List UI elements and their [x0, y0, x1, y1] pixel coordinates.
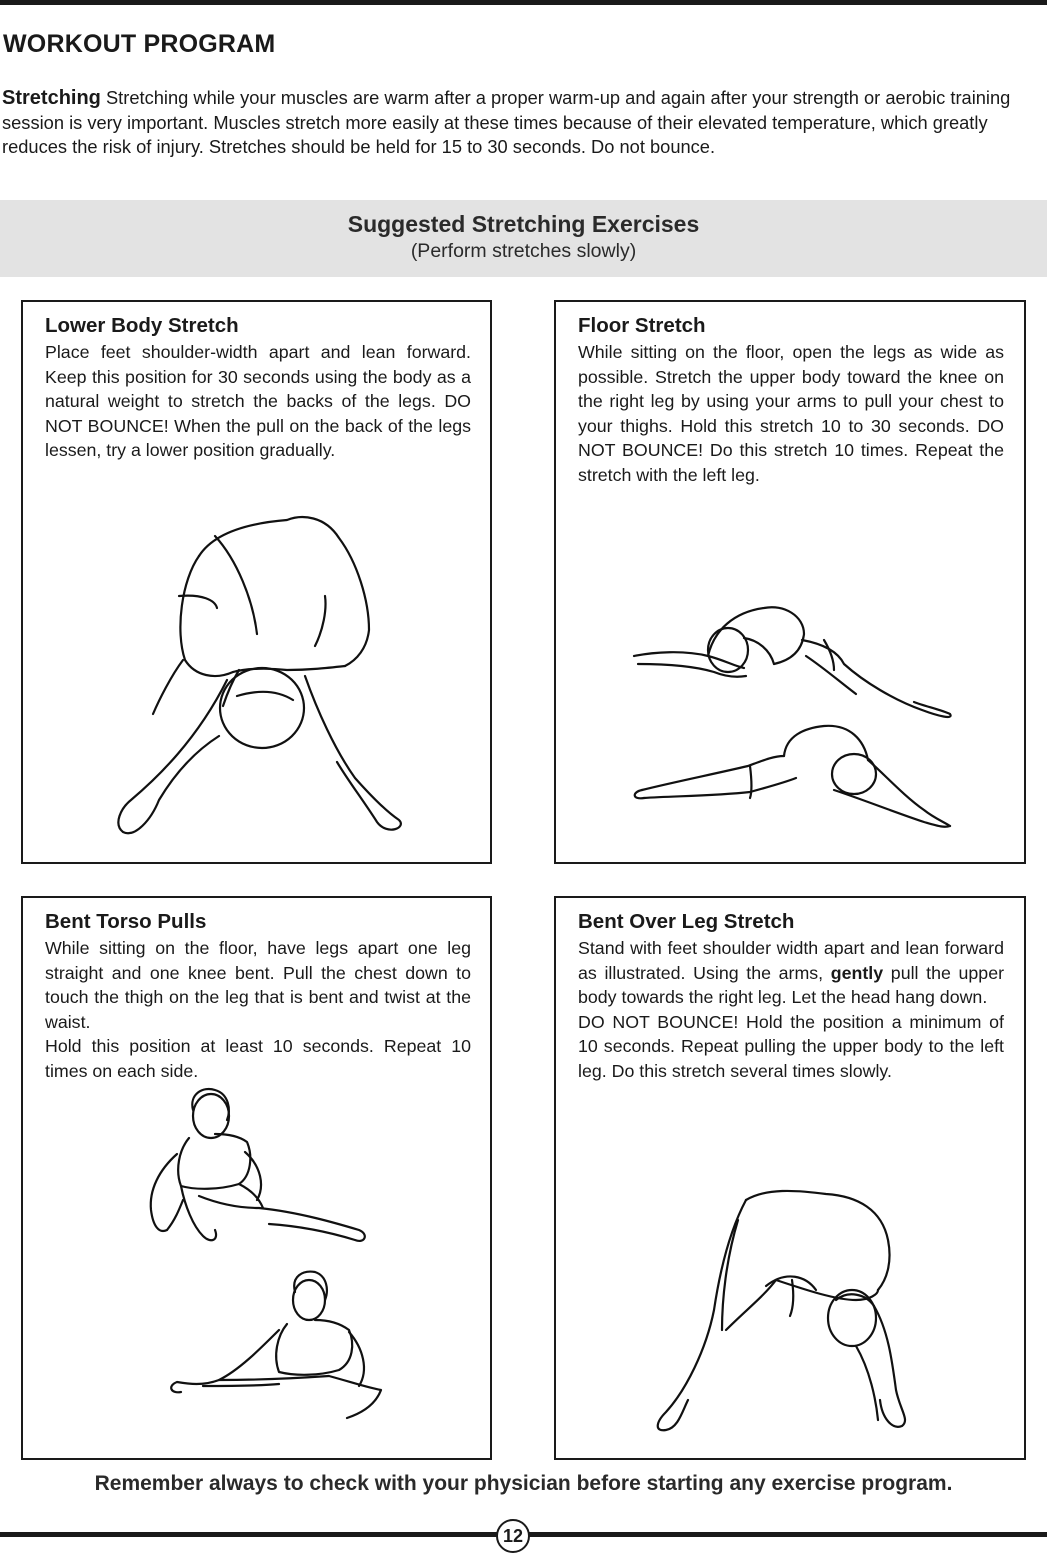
- intro-text: Stretching while your muscles are warm after a proper warm-up and again after your strength or aerobic training session is very important. Muscles stretch more easily at these times because of their elevated temperature, which greatly reduces the risk of injury. Stretches should be held for 15 to 30 seconds. Do not bounce.: [2, 87, 1011, 157]
- exercises-banner: [0, 200, 1047, 277]
- exercise-card-floor-stretch: [554, 300, 1026, 864]
- banner-subtitle: (Perform stretches slowly): [410, 240, 637, 262]
- exercise-description: While sitting on the floor, open the legs as wide as possible. Stretch the upper body toward the knee on the right leg by using your arms to pull your chest to your thighs. Hold this stretch 10 to 30 seconds. DO NOT BOUNCE! Do this stretch 10 times. Repeat the stretch with the left leg.: [578, 342, 1004, 485]
- exercise-card-bent-torso-pulls: [21, 896, 492, 1460]
- exercise-card-bent-over-leg-stretch: [554, 896, 1026, 1460]
- floor-stretch-illustration: [624, 560, 964, 842]
- exercise-description-part-1: While sitting on the floor, have legs apart one leg straight and one knee bent. Pull the chest down to touch the thigh on the leg that is bent and twist at the waist.: [45, 938, 471, 1032]
- bent-over-leg-stretch-illustration: [626, 1160, 952, 1438]
- exercise-title: Bent Over Leg Stretch: [578, 910, 795, 933]
- footer-reminder: Remember always to check with your physician before starting any exercise program.: [94, 1472, 953, 1495]
- exercise-description-part-1a: Stand with feet shoulder width apart and lean forward as illustrated. Using the arms,: [578, 938, 1004, 983]
- page-title: WORKOUT PROGRAM: [3, 30, 276, 58]
- top-rule: [0, 0, 1047, 5]
- exercise-description-part-2: Hold this position at least 10 seconds. Repeat 10 times on each side.: [45, 1036, 471, 1081]
- exercise-description-part-1b: pull the upper body towards the right leg. Let the head hang down.: [578, 962, 1004, 1008]
- exercise-title: Lower Body Stretch: [45, 314, 239, 337]
- exercise-card-lower-body-stretch: [21, 300, 492, 864]
- exercise-description: [578, 936, 1004, 1084]
- exercise-title: Floor Stretch: [578, 314, 706, 337]
- lower-body-stretch-illustration: [87, 500, 433, 848]
- intro-paragraph: [2, 86, 1042, 160]
- exercise-description-part-2: DO NOT BOUNCE! Hold the position a minimum of 10 seconds. Repeat pulling the upper body to the left leg. Do this stretch several times slowly.: [578, 1011, 1004, 1081]
- banner-title: Suggested Stretching Exercises: [347, 211, 700, 237]
- exercise-title: Bent Torso Pulls: [45, 910, 207, 933]
- exercise-description-emphasis: gently: [830, 962, 884, 983]
- bent-torso-pulls-illustration: [119, 1080, 409, 1436]
- exercise-description: Place feet shoulder-width apart and lean forward. Keep this position for 30 seconds using the body as a natural weight to stretch the backs of the legs. DO NOT BOUNCE! When the pull on the back of the legs lessen, try a lower position gradually.: [45, 342, 471, 461]
- intro-lead: Stretching: [2, 87, 101, 109]
- page-number: 12: [496, 1519, 530, 1553]
- exercise-description: [45, 936, 471, 1084]
